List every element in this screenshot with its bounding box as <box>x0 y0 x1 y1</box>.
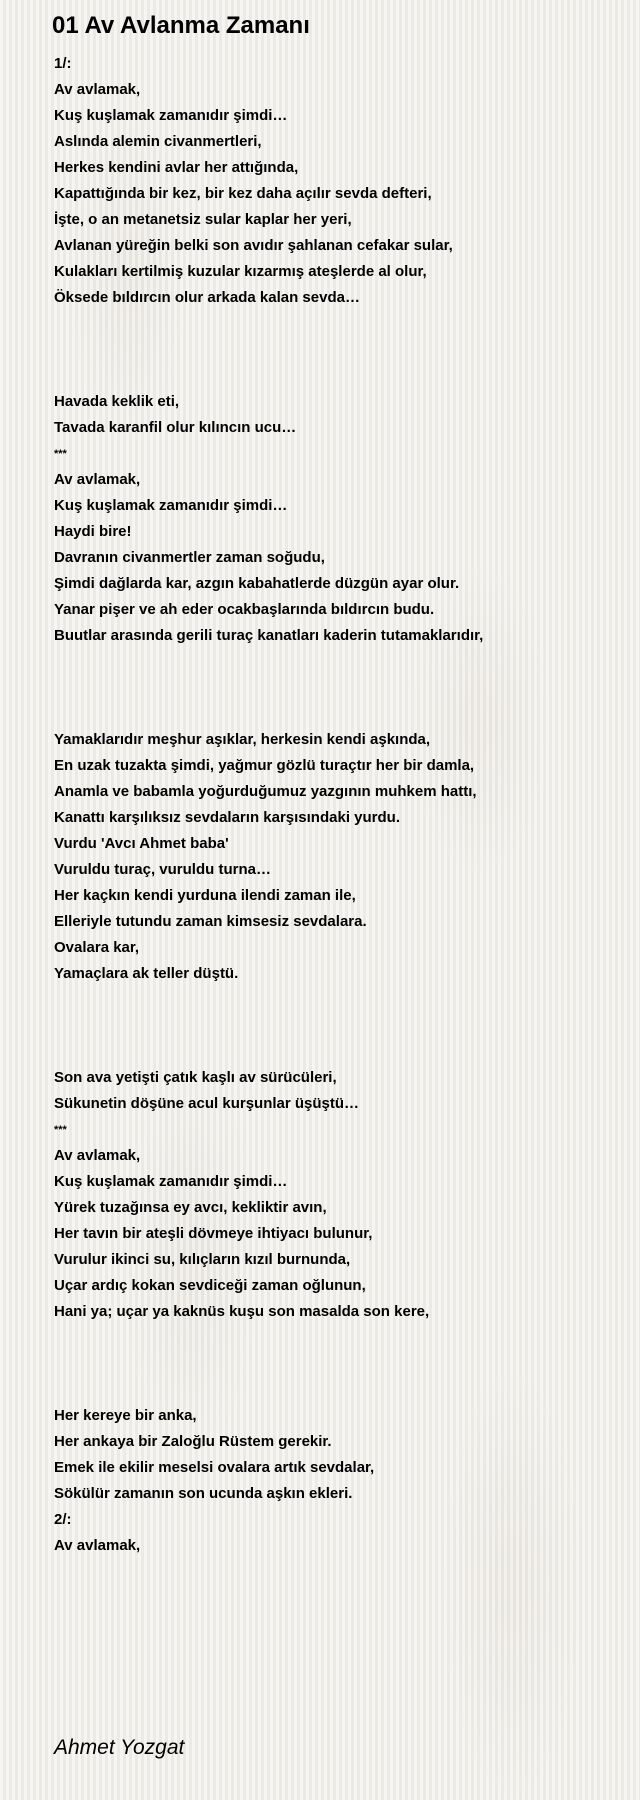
poem-line: Her kereye bir anka, <box>54 1407 197 1424</box>
poem-title: 01 Av Avlanma Zamanı <box>52 12 310 39</box>
poem-line: Her kaçkın kendi yurduna ilendi zaman ile, <box>54 887 356 904</box>
poem-line: *** <box>54 448 67 460</box>
poem-stanza <box>54 1065 614 1325</box>
poem-line: Sökülür zamanın son ucunda aşkın ekleri. <box>54 1485 353 1502</box>
poem-line: 2/: <box>54 1511 72 1528</box>
poem-line: Yamaçlara ak teller düştü. <box>54 965 239 982</box>
poem-line: Uçar ardıç kokan sevdiceği zaman oğlunun, <box>54 1277 366 1294</box>
poem-line: Son ava yetişti çatık kaşlı av sürücüleri, <box>54 1069 337 1086</box>
poem-line: Her tavın bir ateşli dövmeye ihtiyacı bulunur, <box>54 1225 373 1242</box>
poem-line: Yürek tuzağınsa ey avcı, kekliktir avın, <box>54 1199 327 1216</box>
stanza-gap <box>54 987 614 1065</box>
stanza-gap <box>54 1325 614 1403</box>
poem-line: Vurdu 'Avcı Ahmet baba' <box>54 835 229 852</box>
poem-line: Av avlamak, <box>54 1537 141 1554</box>
poem-line: Av avlamak, <box>54 471 141 488</box>
poem-line: Yamaklarıdır meşhur aşıklar, herkesin kendi aşkında, <box>54 731 431 748</box>
poem-line: Haydi bire! <box>54 523 132 540</box>
poem-line: Sükunetin döşüne acul kurşunlar üşüştü… <box>54 1095 360 1112</box>
poem-line: Avlanan yüreğin belki son avıdır şahlanan cefakar sular, <box>54 237 453 254</box>
poem-line: 1/: <box>54 55 72 72</box>
poem-line: Vurulur ikinci su, kılıçların kızıl burnunda, <box>54 1251 351 1268</box>
author-name: Ahmet Yozgat <box>54 1736 185 1759</box>
poem-line: Kuş kuşlamak zamanıdır şimdi… <box>54 497 288 514</box>
poem-line: *** <box>54 1124 67 1136</box>
poem-line: Emek ile ekilir meselsi ovalara artık sevdalar, <box>54 1459 375 1476</box>
poem-line: Hani ya; uçar ya kaknüs kuşu son masalda son kere, <box>54 1303 430 1320</box>
poem-line: Tavada karanfil olur kılıncın ucu… <box>54 419 297 436</box>
poem-line: Kanattı karşılıksız sevdaların karşısındaki yurdu. <box>54 809 400 826</box>
poem-line: Öksede bıldırcın olur arkada kalan sevda… <box>54 289 360 306</box>
poem-body <box>54 51 614 1559</box>
stanza-gap <box>54 649 614 727</box>
poem-line: Davranın civanmertler zaman soğudu, <box>54 549 325 566</box>
poem-line: Kulakları kertilmiş kuzular kızarmış ateşlerde al olur, <box>54 263 427 280</box>
poem-stanza <box>54 1403 614 1559</box>
poem-line: Anamla ve babamla yoğurduğumuz yazgının muhkem hattı, <box>54 783 477 800</box>
poem-line: Kuş kuşlamak zamanıdır şimdi… <box>54 107 288 124</box>
poem-line: İşte, o an metanetsiz sular kaplar her yeri, <box>54 211 352 228</box>
poem-stanza <box>54 51 614 311</box>
poem-line: Kapattığında bir kez, bir kez daha açılır sevda defteri, <box>54 185 432 202</box>
poem-line: Kuş kuşlamak zamanıdır şimdi… <box>54 1173 288 1190</box>
poem-line: Av avlamak, <box>54 1147 141 1164</box>
poem-stanza <box>54 727 614 987</box>
poem-line: Aslında alemin civanmertleri, <box>54 133 262 150</box>
poem-line: Yanar pişer ve ah eder ocakbaşlarında bıldırcın budu. <box>54 601 435 618</box>
poem-line: Vuruldu turaç, vuruldu turna… <box>54 861 271 878</box>
poem-line: Havada keklik eti, <box>54 393 180 410</box>
poem-line: Her ankaya bir Zaloğlu Rüstem gerekir. <box>54 1433 332 1450</box>
poem-line: Buutlar arasında gerili turaç kanatları kaderin tutamaklarıdır, <box>54 627 484 644</box>
poem-line: Av avlamak, <box>54 81 141 98</box>
poem-line: Elleriyle tutundu zaman kimsesiz sevdalara. <box>54 913 367 930</box>
poem-line: Herkes kendini avlar her attığında, <box>54 159 299 176</box>
stanza-gap <box>54 311 614 389</box>
poem-line: Ovalara kar, <box>54 939 140 956</box>
poem-line: En uzak tuzakta şimdi, yağmur gözlü turaçtır her bir damla, <box>54 757 475 774</box>
poem-stanza <box>54 389 614 649</box>
poem-line: Şimdi dağlarda kar, azgın kabahatlerde düzgün ayar olur. <box>54 575 460 592</box>
